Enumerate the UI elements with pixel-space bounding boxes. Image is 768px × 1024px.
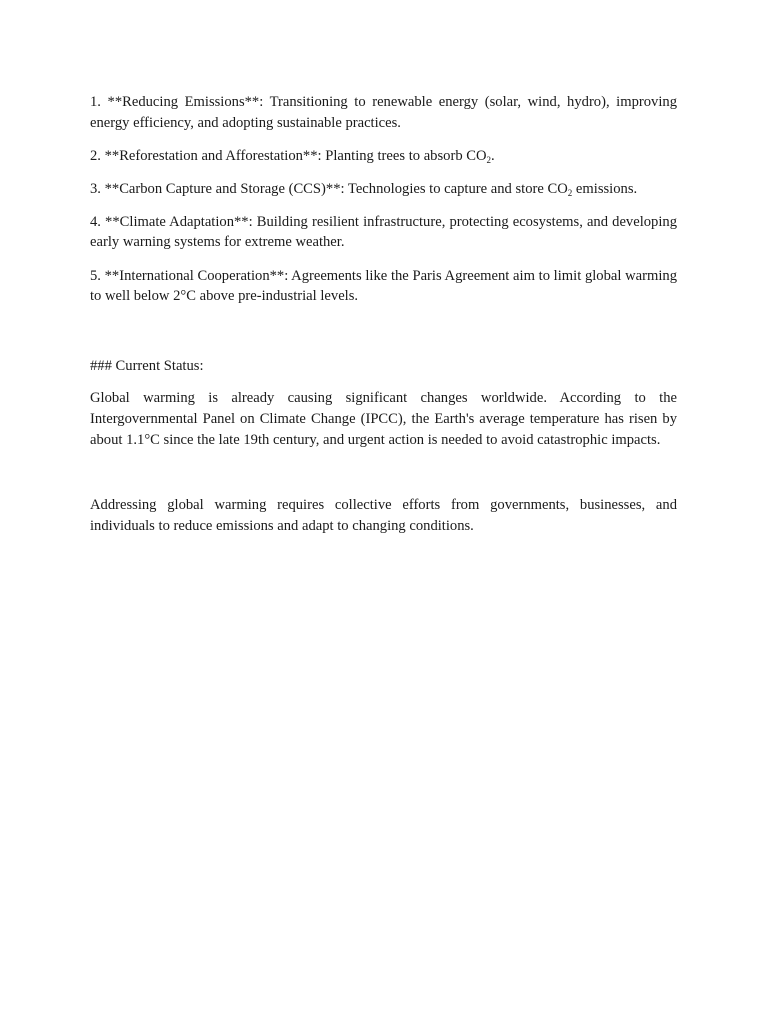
list-item-text-end: emissions. (572, 180, 638, 197)
section-heading-current-status: ### Current Status: (90, 357, 204, 374)
list-item-text: 3. **Carbon Capture and Storage (CCS)**: Technologies to capture and store CO (90, 180, 568, 197)
subscript: 2 (486, 154, 492, 165)
subscript: 2 (567, 187, 573, 198)
list-item-climate-adaptation: 4. **Climate Adaptation**: Building resilient infrastructure, protecting ecosystems, and developing early warning systems for extreme weather. (90, 213, 677, 251)
document-body (90, 92, 677, 536)
list-item-text-end: . (491, 147, 495, 164)
list-item-text: 2. **Reforestation and Afforestation**: Planting trees to absorb CO (90, 147, 487, 164)
current-status-paragraph: Global warming is already causing significant changes worldwide. According to the Intergovernmental Panel on Climate Change (IPCC), the Earth's average temperature has risen by about 1.1°C since the late 19th century, and urgent action is needed to avoid catastrophic impacts. (90, 390, 677, 448)
list-item-carbon-capture (90, 179, 677, 200)
list-item-international-cooperation: 5. **International Cooperation**: Agreements like the Paris Agreement aim to limit global warming to well below 2°C above pre-industrial levels. (90, 267, 677, 305)
list-item-reforestation (90, 146, 677, 167)
list-item-reducing-emissions: 1. **Reducing Emissions**: Transitioning to renewable energy (solar, wind, hydro), improving energy efficiency, and adopting sustainable practices. (90, 94, 677, 131)
closing-paragraph: Addressing global warming requires collective efforts from governments, businesses, and individuals to reduce emissions and adapt to changing conditions. (90, 497, 677, 534)
